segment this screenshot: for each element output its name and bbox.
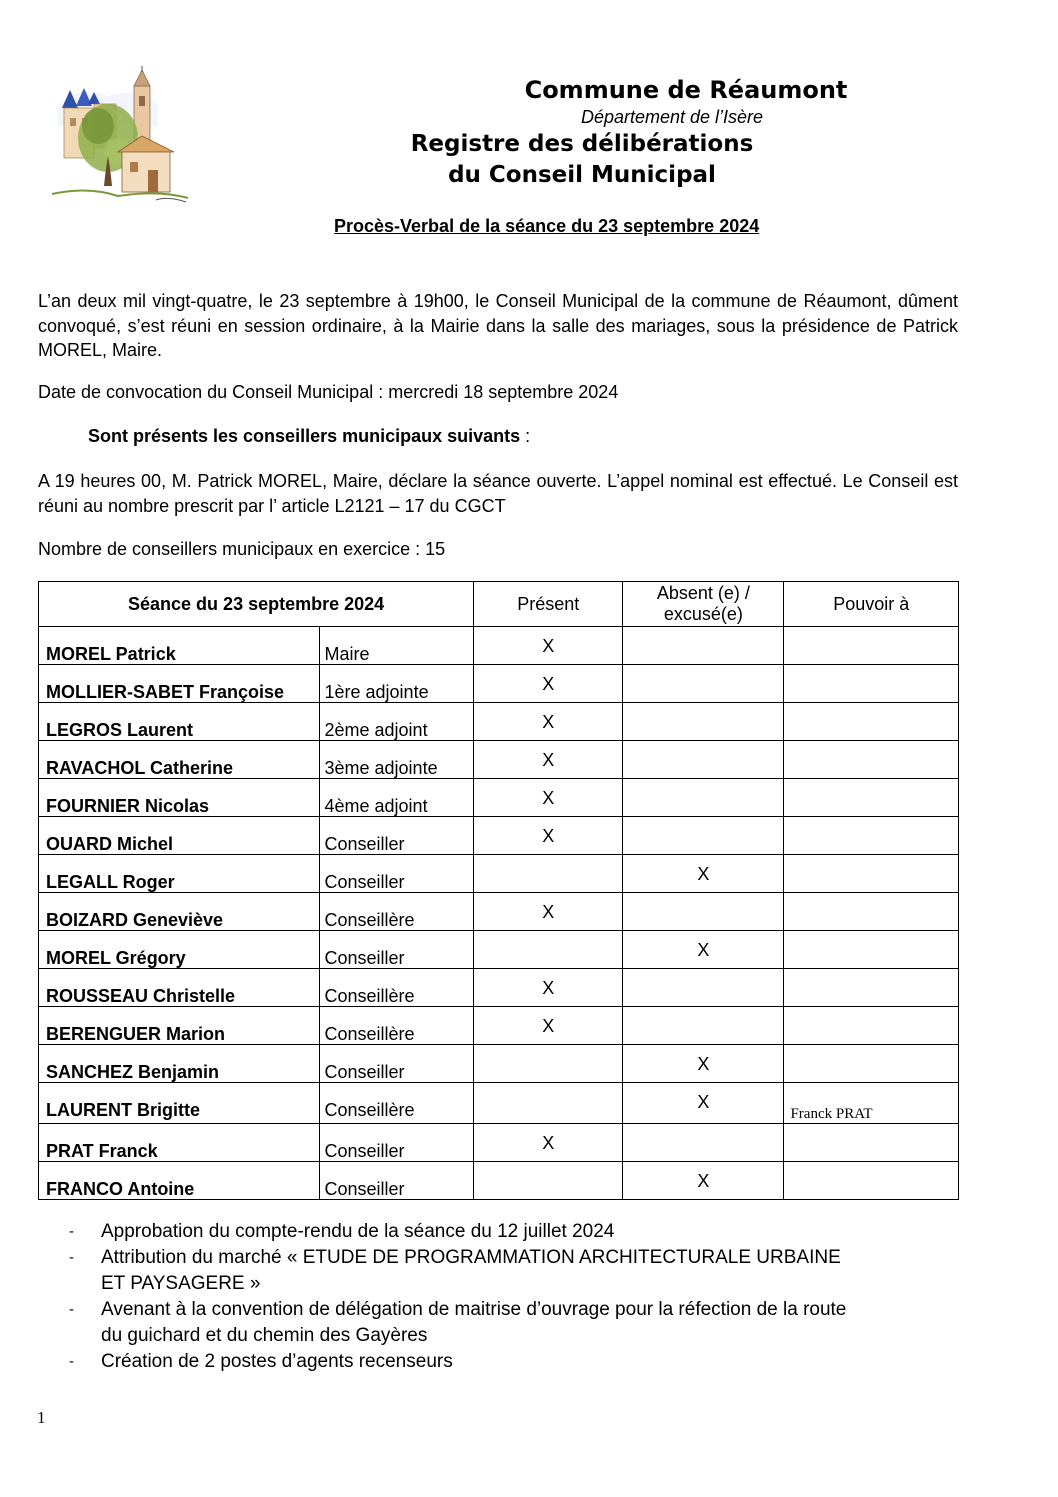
opening-paragraph: A 19 heures 00, M. Patrick MOREL, Maire, déclare la séance ouverte. L’appel nominal est effectué. Le Conseil est réuni au nombre prescrit par l’ article L2121 – 17 du CGCT	[38, 471, 958, 516]
pouvoir-value-cell	[784, 931, 959, 969]
present-mark-cell	[474, 1045, 623, 1083]
table-row	[39, 855, 959, 893]
member-role-cell	[319, 665, 474, 703]
table-row	[39, 969, 959, 1007]
table-row	[39, 893, 959, 931]
member-name: BERENGUER Marion	[46, 1024, 226, 1044]
agenda-item-text: du guichard et du chemin des Gayères	[101, 1325, 428, 1346]
pouvoir-value	[784, 893, 958, 915]
pouvoir-value-cell	[784, 855, 959, 893]
member-name-cell	[39, 741, 320, 779]
absent-mark-cell	[623, 779, 784, 817]
present-mark-cell	[474, 1162, 623, 1200]
member-role: Conseiller	[324, 1062, 405, 1082]
pouvoir-value-cell	[784, 1045, 959, 1083]
present-mark-cell	[474, 779, 623, 817]
present-mark: X	[542, 750, 555, 770]
member-role: Conseiller	[324, 1141, 405, 1161]
present-mark-cell	[474, 665, 623, 703]
absent-mark-cell	[623, 1083, 784, 1124]
member-name: MOREL Grégory	[46, 948, 186, 968]
pouvoir-value-cell	[784, 1124, 959, 1162]
pouvoir-value	[784, 969, 958, 991]
agenda-item-text: Attribution du marché « ETUDE DE PROGRAMMATION ARCHITECTURALE URBAINE	[101, 1247, 841, 1268]
member-role-cell	[319, 817, 474, 855]
pouvoir-value-cell	[784, 665, 959, 703]
agenda-item	[64, 1219, 964, 1245]
member-role: Conseillère	[324, 1100, 415, 1120]
table-row	[39, 1162, 959, 1200]
table-row	[39, 1007, 959, 1045]
member-role-cell	[319, 1007, 474, 1045]
absent-mark-cell	[623, 893, 784, 931]
member-role-cell	[319, 741, 474, 779]
member-name: MOLLIER-SABET Françoise	[46, 682, 285, 702]
absent-mark	[623, 893, 783, 902]
member-name-cell	[39, 665, 320, 703]
member-name-cell	[39, 855, 320, 893]
agenda-bullet: -	[69, 1353, 74, 1370]
agenda-list	[64, 1219, 964, 1375]
pouvoir-value	[784, 627, 958, 649]
member-name: FRANCO Antoine	[46, 1179, 195, 1199]
table-row	[39, 665, 959, 703]
member-role: 1ère adjointe	[324, 682, 429, 702]
absent-mark: X	[697, 864, 710, 884]
header-present: Présent	[474, 582, 623, 627]
absent-mark-cell	[623, 1162, 784, 1200]
agenda-bullet: -	[69, 1223, 74, 1240]
header-absent	[623, 582, 784, 627]
agenda-item-text: Approbation du compte-rendu de la séance du 12 juillet 2024	[101, 1221, 615, 1242]
absent-mark-cell	[623, 703, 784, 741]
presents-heading	[88, 426, 530, 447]
pouvoir-value	[784, 741, 958, 763]
member-role: Conseillère	[324, 986, 415, 1006]
member-role: Conseiller	[324, 834, 405, 854]
present-mark: X	[542, 1016, 555, 1036]
member-name: LEGALL Roger	[46, 872, 175, 892]
agenda-item-text: Avenant à la convention de délégation de maitrise d’ouvrage pour la réfection de la route	[101, 1299, 847, 1320]
member-role: Maire	[324, 644, 370, 664]
intro-paragraph: L’an deux mil vingt-quatre, le 23 septembre à 19h00, le Conseil Municipal de la commune de Réaumont, dûment convoqué, s’est réuni en session ordinaire, à la Mairie dans la salle des mariages, sous la présidence de Patrick MOREL, Maire.	[38, 291, 958, 360]
pouvoir-value	[784, 931, 958, 953]
table-row	[39, 1045, 959, 1083]
agenda-item	[64, 1297, 964, 1349]
departement-subtitle: Département de l’Isère	[580, 107, 764, 127]
absent-mark-cell	[623, 1124, 784, 1162]
present-mark	[474, 1045, 622, 1054]
pouvoir-value-cell	[784, 817, 959, 855]
table-row	[39, 1083, 959, 1124]
agenda-item	[64, 1245, 964, 1297]
member-role-cell	[319, 779, 474, 817]
present-mark-cell	[474, 969, 623, 1007]
present-mark-cell	[474, 1083, 623, 1124]
pouvoir-value-cell	[784, 627, 959, 665]
member-role: 2ème adjoint	[324, 720, 428, 740]
absent-mark-cell	[623, 855, 784, 893]
present-mark: X	[542, 788, 555, 808]
member-name: PRAT Franck	[46, 1141, 158, 1161]
member-name-cell	[39, 969, 320, 1007]
pouvoir-value-cell	[784, 893, 959, 931]
member-role-cell	[319, 1045, 474, 1083]
agenda-item-text: ET PAYSAGERE »	[101, 1273, 261, 1294]
member-role: 4ème adjoint	[324, 796, 428, 816]
registre-title-line2: du Conseil Municipal	[448, 162, 716, 188]
table-row	[39, 817, 959, 855]
member-name-cell	[39, 817, 320, 855]
present-mark: X	[542, 902, 555, 922]
pouvoir-value	[784, 1045, 958, 1067]
agenda-item	[64, 1349, 964, 1375]
member-name: BOIZARD Geneviève	[46, 910, 224, 930]
attendance-table	[38, 581, 959, 1200]
table-row	[39, 741, 959, 779]
absent-mark: X	[697, 1054, 710, 1074]
header-seance: Séance du 23 septembre 2024	[39, 582, 474, 627]
absent-mark: X	[697, 1092, 710, 1112]
member-name-cell	[39, 627, 320, 665]
member-role-cell	[319, 855, 474, 893]
absent-mark-cell	[623, 817, 784, 855]
pouvoir-value	[784, 817, 958, 839]
presents-suffix: :	[520, 426, 531, 446]
absent-mark	[623, 969, 783, 978]
page-number: 1	[37, 1408, 46, 1427]
header-absent-line1: Absent (e) /	[656, 583, 750, 603]
present-mark: X	[542, 826, 555, 846]
present-mark	[474, 855, 622, 864]
absent-mark	[623, 779, 783, 788]
member-name: SANCHEZ Benjamin	[46, 1062, 220, 1082]
member-name: MOREL Patrick	[46, 644, 176, 664]
present-mark-cell	[474, 893, 623, 931]
pouvoir-value	[784, 779, 958, 801]
member-name: RAVACHOL Catherine	[46, 758, 234, 778]
present-mark-cell	[474, 627, 623, 665]
agenda-item-text: Création de 2 postes d’agents recenseurs	[101, 1351, 453, 1372]
registre-title-line1: Registre des délibérations	[410, 131, 754, 157]
member-name-cell	[39, 779, 320, 817]
absent-mark	[623, 817, 783, 826]
absent-mark: X	[697, 1171, 710, 1191]
agenda-bullet: -	[69, 1301, 74, 1318]
absent-mark	[623, 1124, 783, 1133]
member-name: FOURNIER Nicolas	[46, 796, 210, 816]
absent-mark-cell	[623, 665, 784, 703]
pouvoir-value: Franck PRAT	[790, 1106, 873, 1122]
absent-mark-cell	[623, 1007, 784, 1045]
member-role-cell	[319, 703, 474, 741]
commune-logo-illustration	[48, 66, 190, 206]
present-mark: X	[542, 1133, 555, 1153]
present-mark-cell	[474, 703, 623, 741]
table-row	[39, 627, 959, 665]
presents-label: Sont présents les conseillers municipaux suivants	[88, 426, 521, 446]
pouvoir-value-cell	[784, 1083, 959, 1124]
member-name: ROUSSEAU Christelle	[46, 986, 236, 1006]
member-name-cell	[39, 893, 320, 931]
absent-mark-cell	[623, 741, 784, 779]
member-role-cell	[319, 893, 474, 931]
member-role-cell	[319, 1162, 474, 1200]
present-mark-cell	[474, 1007, 623, 1045]
present-mark-cell	[474, 931, 623, 969]
absent-mark	[623, 665, 783, 674]
member-name-cell	[39, 703, 320, 741]
member-role-cell	[319, 1083, 474, 1124]
member-name-cell	[39, 1124, 320, 1162]
pouvoir-value-cell	[784, 1007, 959, 1045]
present-mark: X	[542, 712, 555, 732]
member-name-cell	[39, 1162, 320, 1200]
present-mark: X	[542, 978, 555, 998]
pouvoir-value	[784, 1124, 958, 1146]
pouvoir-value-cell	[784, 703, 959, 741]
table-row	[39, 779, 959, 817]
nombre-conseillers: Nombre de conseillers municipaux en exercice : 15	[38, 539, 446, 559]
absent-mark-cell	[623, 931, 784, 969]
pouvoir-value	[784, 665, 958, 687]
proces-verbal-title: Procès-Verbal de la séance du 23 septembre 2024	[334, 216, 760, 236]
pouvoir-value-cell	[784, 969, 959, 1007]
present-mark: X	[542, 636, 555, 656]
member-role: 3ème adjointe	[324, 758, 438, 778]
present-mark-cell	[474, 855, 623, 893]
present-mark-cell	[474, 1124, 623, 1162]
agenda-bullet: -	[69, 1249, 74, 1266]
present-mark	[474, 931, 622, 940]
absent-mark-cell	[623, 627, 784, 665]
member-role: Conseillère	[324, 910, 415, 930]
present-mark-cell	[474, 741, 623, 779]
table-row	[39, 931, 959, 969]
absent-mark: X	[697, 940, 710, 960]
member-role: Conseiller	[324, 872, 405, 892]
member-role: Conseiller	[324, 948, 405, 968]
present-mark	[474, 1083, 622, 1092]
member-name-cell	[39, 1007, 320, 1045]
pouvoir-value-cell	[784, 741, 959, 779]
absent-mark	[623, 741, 783, 750]
pouvoir-value	[784, 855, 958, 877]
member-name: LEGROS Laurent	[46, 720, 194, 740]
absent-mark-cell	[623, 969, 784, 1007]
member-name: OUARD Michel	[46, 834, 174, 854]
absent-mark	[623, 703, 783, 712]
header-pouvoir: Pouvoir à	[784, 582, 959, 627]
member-role: Conseillère	[324, 1024, 415, 1044]
absent-mark-cell	[623, 1045, 784, 1083]
member-name-cell	[39, 1083, 320, 1124]
absent-mark	[623, 627, 783, 636]
present-mark: X	[542, 674, 555, 694]
absent-mark	[623, 1007, 783, 1016]
present-mark	[474, 1162, 622, 1171]
pouvoir-value-cell	[784, 1162, 959, 1200]
attendance-body	[39, 627, 959, 1200]
member-name-cell	[39, 931, 320, 969]
member-role: Conseiller	[324, 1179, 405, 1199]
member-name: LAURENT Brigitte	[46, 1100, 200, 1120]
pouvoir-value-cell	[784, 779, 959, 817]
table-row	[39, 703, 959, 741]
attendance-header-row	[39, 582, 959, 627]
commune-title: Commune de Réaumont	[524, 76, 848, 104]
pouvoir-value	[784, 1162, 958, 1184]
convocation-date: Date de convocation du Conseil Municipal : mercredi 18 septembre 2024	[38, 382, 619, 402]
present-mark-cell	[474, 817, 623, 855]
pouvoir-value	[784, 1007, 958, 1029]
table-row	[39, 1124, 959, 1162]
member-name-cell	[39, 1045, 320, 1083]
member-role-cell	[319, 969, 474, 1007]
header-absent-line2: excusé(e)	[663, 604, 743, 624]
member-role-cell	[319, 627, 474, 665]
member-role-cell	[319, 931, 474, 969]
pouvoir-value	[784, 703, 958, 725]
member-role-cell	[319, 1124, 474, 1162]
